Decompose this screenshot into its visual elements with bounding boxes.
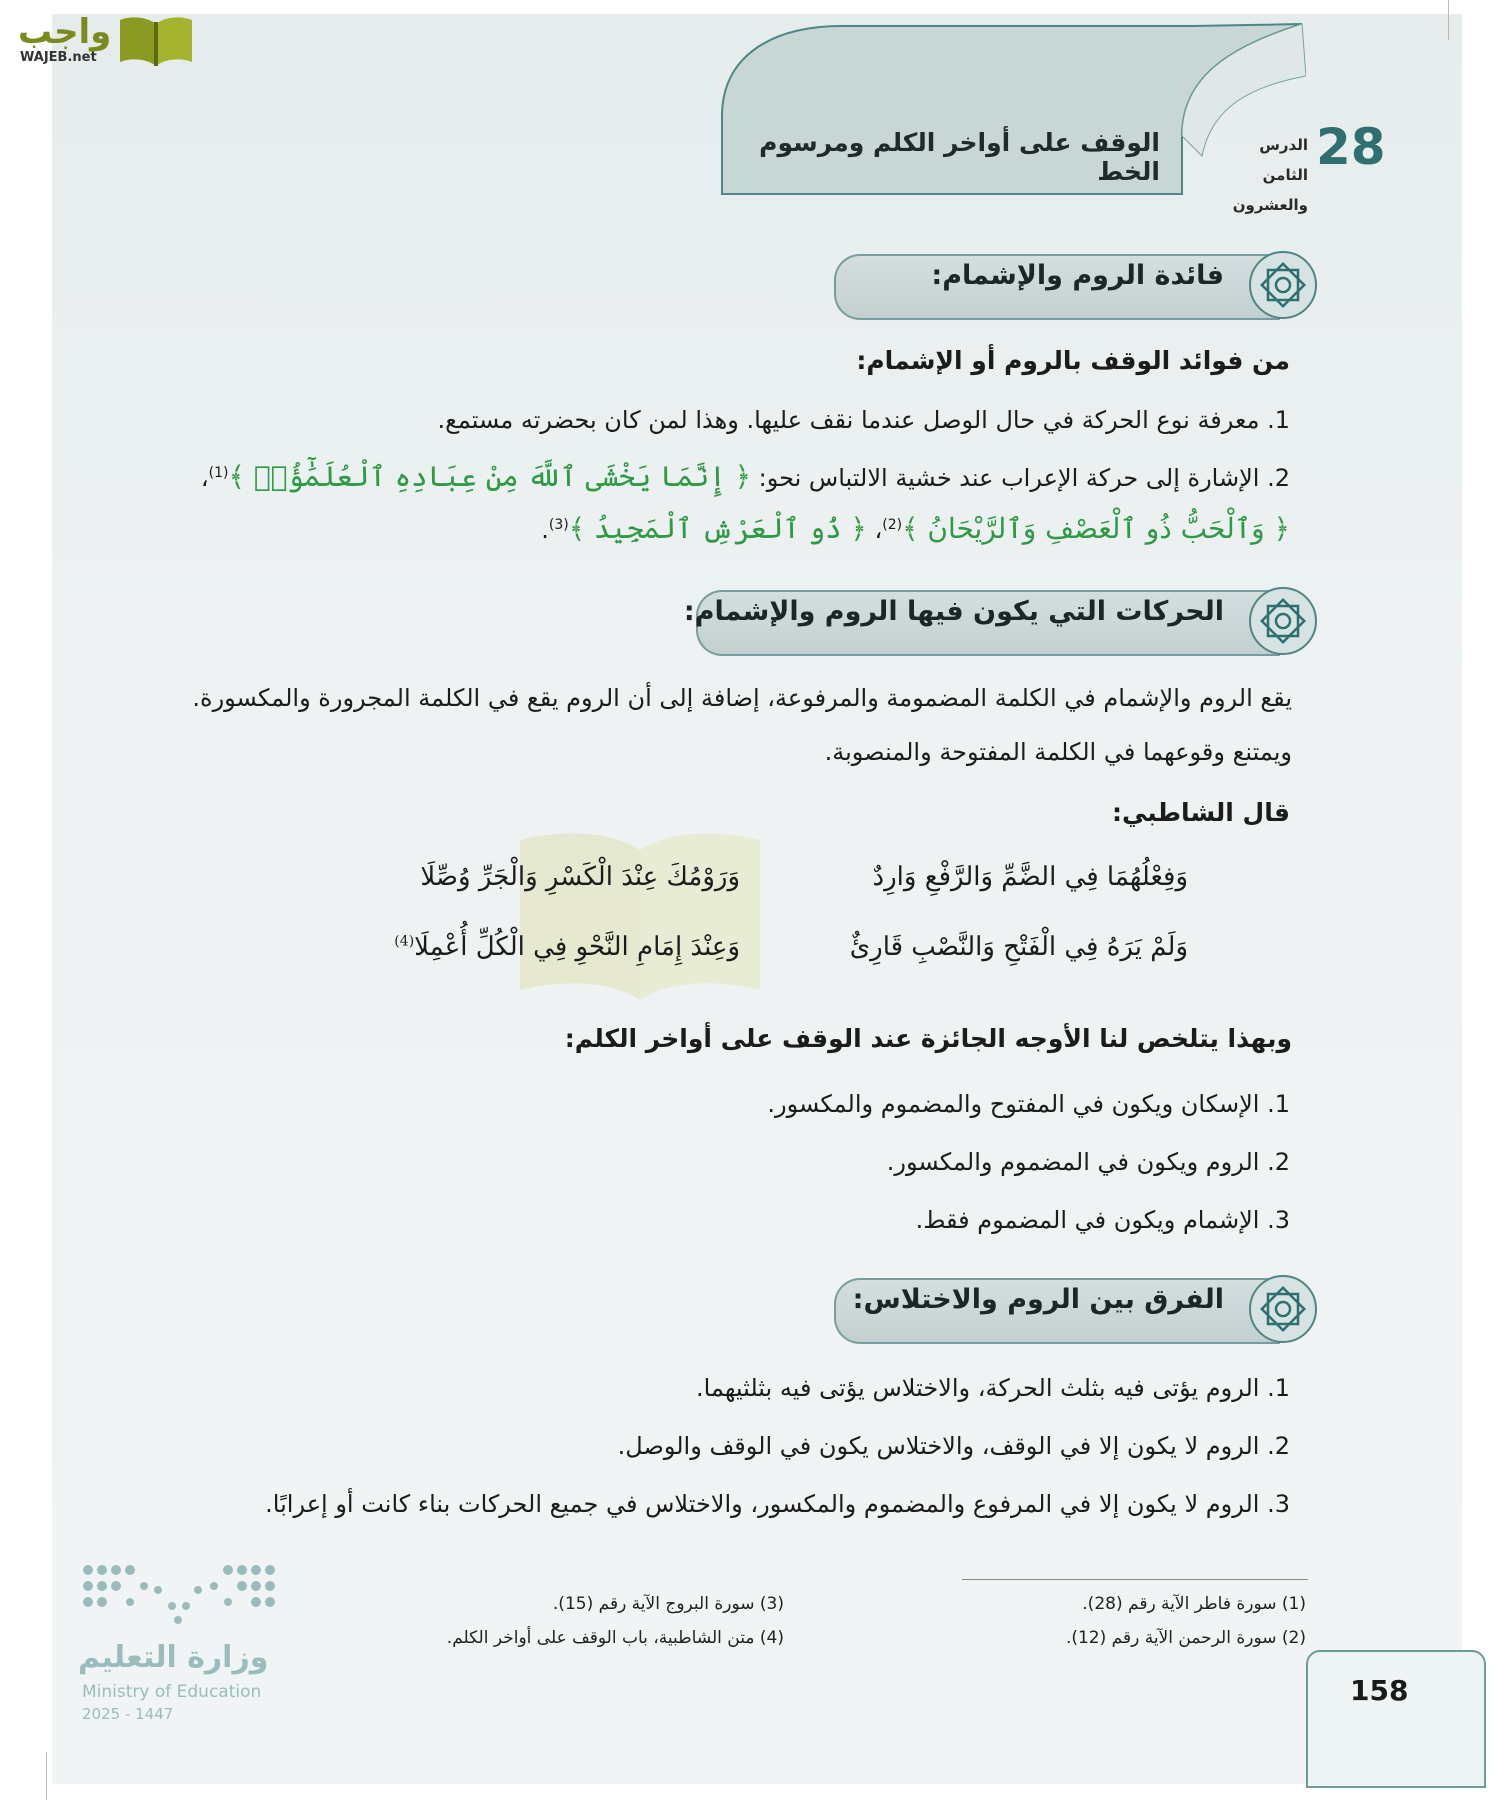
verse-3: ﴿ ذُو ٱلْعَرْشِ ٱلْمَجِيدُ ﴾ [568, 512, 867, 545]
ministry-name-en: Ministry of Education [82, 1682, 262, 1702]
ornament-star-icon [1246, 1272, 1320, 1346]
section-header-difference [836, 1272, 1320, 1346]
verse-1: ﴿ إِنَّمَا يَخْشَى ٱللَّهَ مِنْ عِبَادِهِ ٱلْعُلَمَٰٓؤُا۟ ﴾ [228, 460, 751, 493]
poem-left-2 [394, 932, 740, 962]
section-title: الفرق بين الروم والاختلاس: [852, 1284, 1224, 1315]
poem-right-2: وَلَمْ يَرَهُ فِي الْفَتْحِ وَالنَّصْبِ قَارِئٌ [849, 932, 1188, 962]
section2-paragraph-line2: ويمتنع وقوعهما في الكلمة المفتوحة والمنصوبة. [824, 738, 1292, 766]
ornament-star-icon [1246, 248, 1320, 322]
lesson-title: الوقف على أواخر الكلم ومرسوم الخط [759, 128, 1160, 186]
section1-item-2 [201, 460, 1290, 493]
ministry-year: 2025 - 1447 [82, 1705, 174, 1723]
poem-right-1: وَفِعْلُهُمَا فِي الضَّمِّ وَالرَّفْعِ وَارِدٌ [872, 862, 1188, 892]
separator: ، [200, 464, 209, 492]
section2-paragraph-line1: يقع الروم والإشمام في الكلمة المضمومة والمرفوعة، إضافة إلى أن الروم يقع في الكلمة المجرورة والمكسورة. [192, 684, 1292, 712]
footnote-4: (4) متن الشاطبية، باب الوقف على أواخر الكلم. [446, 1628, 784, 1648]
page-number-box [1306, 1650, 1486, 1788]
section1-item-2-cont [541, 512, 1290, 545]
footnote-2: (2) سورة الرحمن الآية رقم (12). [1065, 1628, 1306, 1648]
crop-mark [46, 1752, 47, 1800]
footnote-1: (1) سورة فاطر الآية رقم (28). [1082, 1594, 1306, 1614]
section-header-movements [683, 584, 1320, 658]
summary-line: وبهذا يتلخص لنا الأوجه الجائزة عند الوقف على أواخر الكلم: [564, 1024, 1292, 1053]
section1-intro: من فوائد الوقف بالروم أو الإشمام: [856, 346, 1290, 375]
difference-item-2: 2. الروم لا يكون إلا في الوقف، والاختلاس يكون في الوقف والوصل. [617, 1432, 1290, 1460]
item2-text: 2. الإشارة إلى حركة الإعراب عند خشية الالتباس نحو: [758, 464, 1290, 492]
footnote-divider [962, 1579, 1308, 1580]
ministry-name-ar: وزارة التعليم [78, 1640, 269, 1675]
poem-ref: (4) [394, 933, 415, 950]
section1-item-1: 1. معرفة نوع الحركة في حال الوصل عندما نقف عليها. وهذا لمن كان بحضرته مستمع. [437, 406, 1290, 434]
summary-item-2: 2. الروم ويكون في المضموم والمكسور. [886, 1148, 1290, 1176]
end-dot: . [541, 516, 549, 544]
poem-left-2-text: وَعِنْدَ إِمَامِ النَّحْوِ فِي الْكُلِّ أُعْمِلَا [414, 932, 740, 962]
page-number: 158 [1350, 1674, 1409, 1707]
poet-label: قال الشاطبي: [1112, 798, 1290, 827]
verse-3-ref: (3) [548, 517, 569, 533]
verse-1-ref: (1) [208, 465, 229, 481]
verse-2-ref: (2) [882, 517, 903, 533]
lesson-label [1218, 130, 1308, 220]
ornament-star-icon [1246, 584, 1320, 658]
book-icon [116, 10, 196, 66]
wajeb-logo[interactable] [8, 6, 198, 68]
lesson-label-line2: والعشرون [1232, 196, 1308, 214]
lesson-number: 28 [1316, 118, 1386, 176]
section-header-rawm-benefit [836, 248, 1320, 322]
difference-item-3: 3. الروم لا يكون إلا في المرفوع والمضموم والمكسور، والاختلاس في جميع الحركات بناء كانت أو إعرابًا. [265, 1490, 1290, 1518]
summary-item-3: 3. الإشمام ويكون في المضموم فقط. [915, 1206, 1290, 1234]
summary-item-1: 1. الإسكان ويكون في المفتوح والمضموم والمكسور. [767, 1090, 1290, 1118]
logo-brand-en: WAJEB.net [20, 50, 97, 65]
watermark-book-icon [500, 820, 780, 1000]
separator: ، [874, 516, 883, 544]
ministry-dots-logo [78, 1560, 278, 1630]
difference-item-1: 1. الروم يؤتى فيه بثلث الحركة، والاختلاس يؤتى فيه بثلثيهما. [696, 1374, 1290, 1402]
crop-mark [1448, 0, 1449, 40]
section-title: فائدة الروم والإشمام: [931, 260, 1224, 291]
lesson-label-line1: الدرس الثامن [1259, 136, 1308, 184]
logo-brand-ar: واجب [18, 12, 112, 52]
verse-2: ﴿ وَٱلْحَبُّ ذُو ٱلْعَصْفِ وَٱلرَّيْحَانُ ﴾ [902, 512, 1290, 545]
section-title: الحركات التي يكون فيها الروم والإشمام: [683, 596, 1224, 627]
poem-left-1: وَرَوْمُكَ عِنْدَ الْكَسْرِ وَالْجَرِّ وُصِّلَا [420, 862, 740, 892]
footnote-3: (3) سورة البروج الآية رقم (15). [552, 1594, 784, 1614]
